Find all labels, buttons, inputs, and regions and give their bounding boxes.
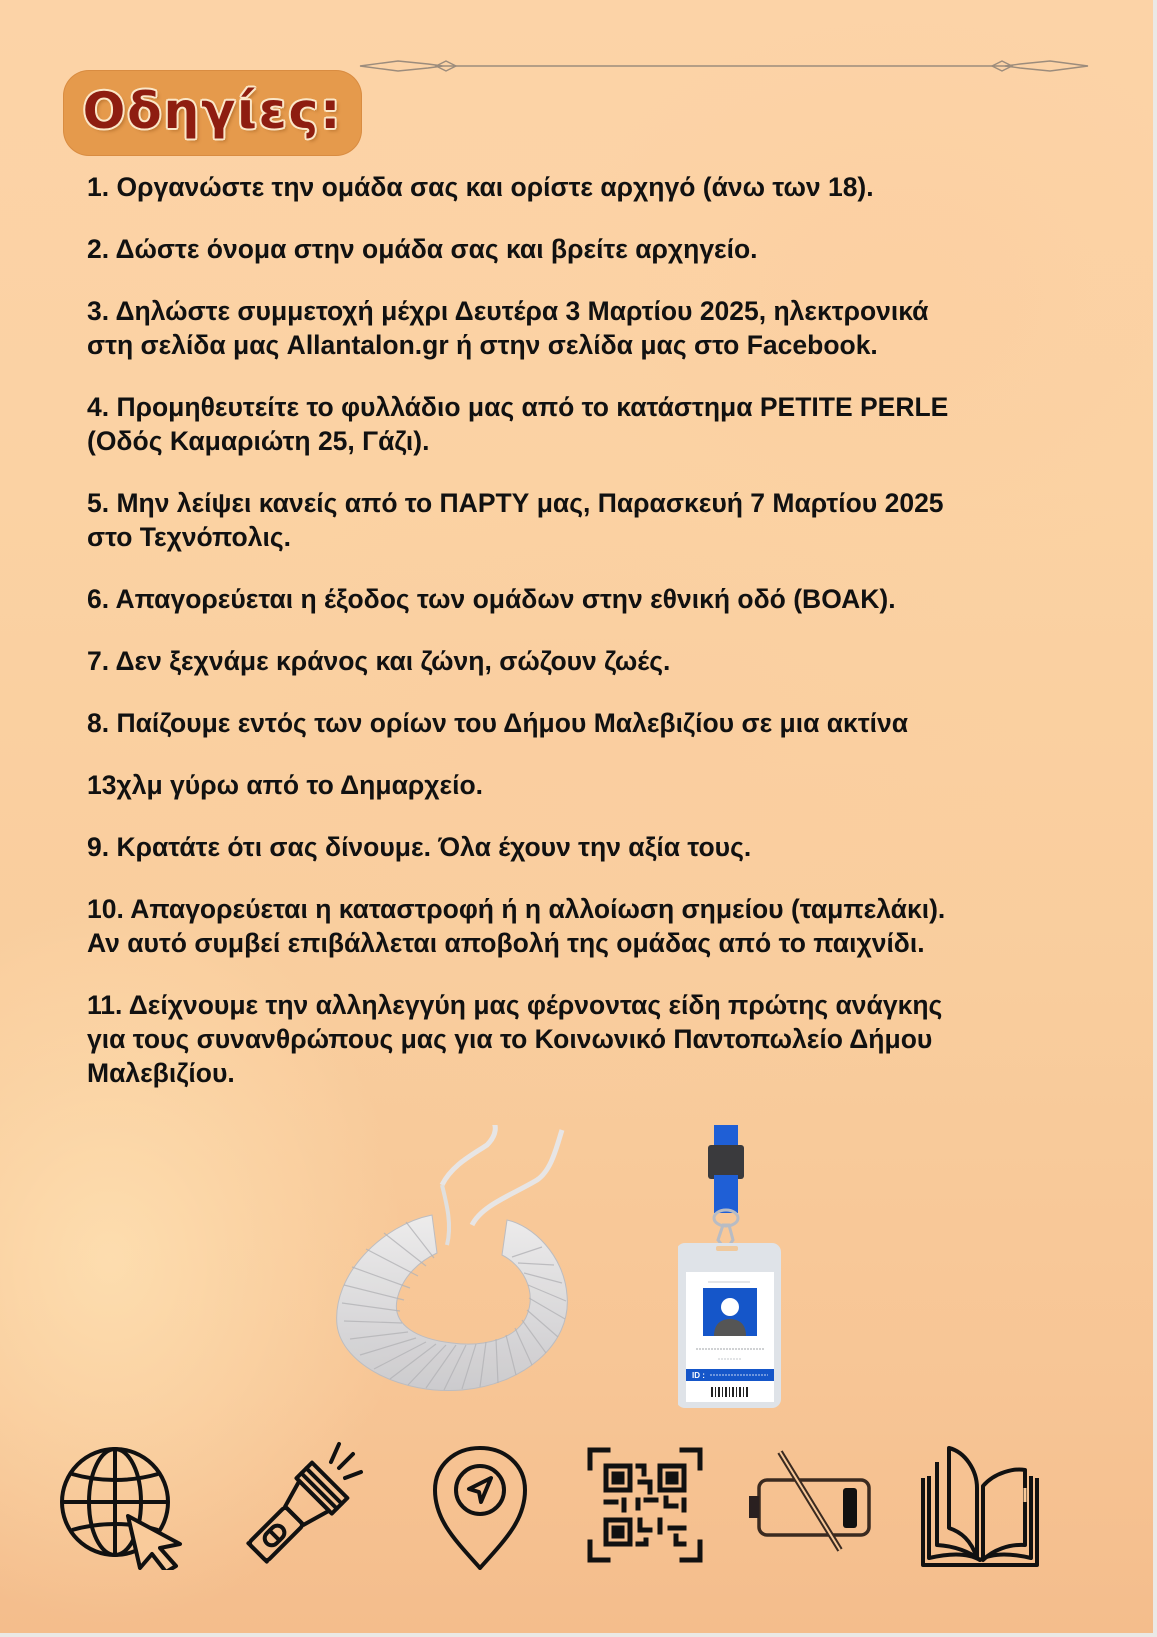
rule-text-line: 1. Οργανώστε την ομάδα σας και ορίστε αρχηγό (άνω των 18). [87,172,874,202]
globe-cursor-icon [60,1440,190,1570]
rule-item [87,892,1087,960]
flashlight-icon [235,1440,365,1570]
rule-text-line: στη σελίδα μας Allantalon.gr ή στην σελίδα μας στο Facebook. [87,330,878,360]
id-badge-image [678,1125,798,1415]
rule-text-line: (Οδός Καμαριώτη 25, Γάζι). [87,426,430,456]
rule-text-line: 8. Παίζουμε εντός των ορίων του Δήμου Μαλεβιζίου σε μια ακτίνα [87,708,909,738]
page-title: Οδηγίες: [82,82,343,140]
rule-text-line: Αν αυτό συμβεί επιβάλλεται αποβολή της ομάδας από το παιχνίδι. [87,928,925,958]
rule-item [87,170,1087,204]
rules-list [87,170,1087,1090]
rule-text-line: 7. Δεν ξεχνάμε κράνος και ζώνη, σώζουν ζωές. [87,646,671,676]
rule-item [87,644,1087,678]
title-badge [63,70,362,156]
footer-icons [60,1440,1100,1570]
rule-item [87,706,1087,802]
rule-text-line: 13χλμ γύρω από το Δημαρχείο. [87,770,484,800]
rule-text-line: 9. Κρατάτε ότι σας δίνουμε. Όλα έχουν την αξία τους. [87,832,752,862]
rule-text-line: 10. Απαγορεύεται η καταστροφή ή η αλλοίωση σημείου (ταμπελάκι). [87,894,946,924]
rule-item [87,294,1087,362]
rule-text-line: Μαλεβιζίου. [87,1058,235,1088]
ruff-collar-image [322,1125,577,1395]
rule-text-line: 5. Μην λείψει κανείς από το ΠΑΡΤΥ μας, Παρασκευή 7 Μαρτίου 2025 [87,488,944,518]
rule-text-line: 4. Προμηθευτείτε το φυλλάδιο μας από το κατάστημα PETITE PERLE [87,392,949,422]
rule-text-line: 6. Απαγορεύεται η έξοδος των ομάδων στην εθνική οδό (ΒΟΑΚ). [87,584,896,614]
qr-code-icon [580,1440,710,1570]
rule-text-line: για τους συνανθρώπους μας για το Κοινωνικό Παντοπωλείο Δήμου [87,1024,933,1054]
rule-text-line: 3. Δηλώστε συμμετοχή μέχρι Δευτέρα 3 Μαρτίου 2025, ηλεκτρονικά [87,296,929,326]
id-label: ID : [692,1371,705,1380]
rule-text-line: 11. Δείχνουμε την αλληλεγγύη μας φέρνοντας είδη πρώτης ανάγκης [87,990,943,1020]
rule-text-line: 2. Δώστε όνομα στην ομάδα σας και βρείτε αρχηγείο. [87,234,758,264]
location-pin-navigation-icon [415,1440,545,1570]
rule-text-line: στο Τεχνόπολις. [87,522,291,552]
open-book-icon [915,1440,1045,1570]
rule-item [87,486,1087,554]
rule-item [87,232,1087,266]
rule-item [87,830,1087,864]
rule-item [87,988,1087,1090]
rule-item [87,390,1087,458]
rule-item [87,582,1087,616]
battery-off-icon [745,1440,875,1570]
ornament-divider [358,56,1090,76]
